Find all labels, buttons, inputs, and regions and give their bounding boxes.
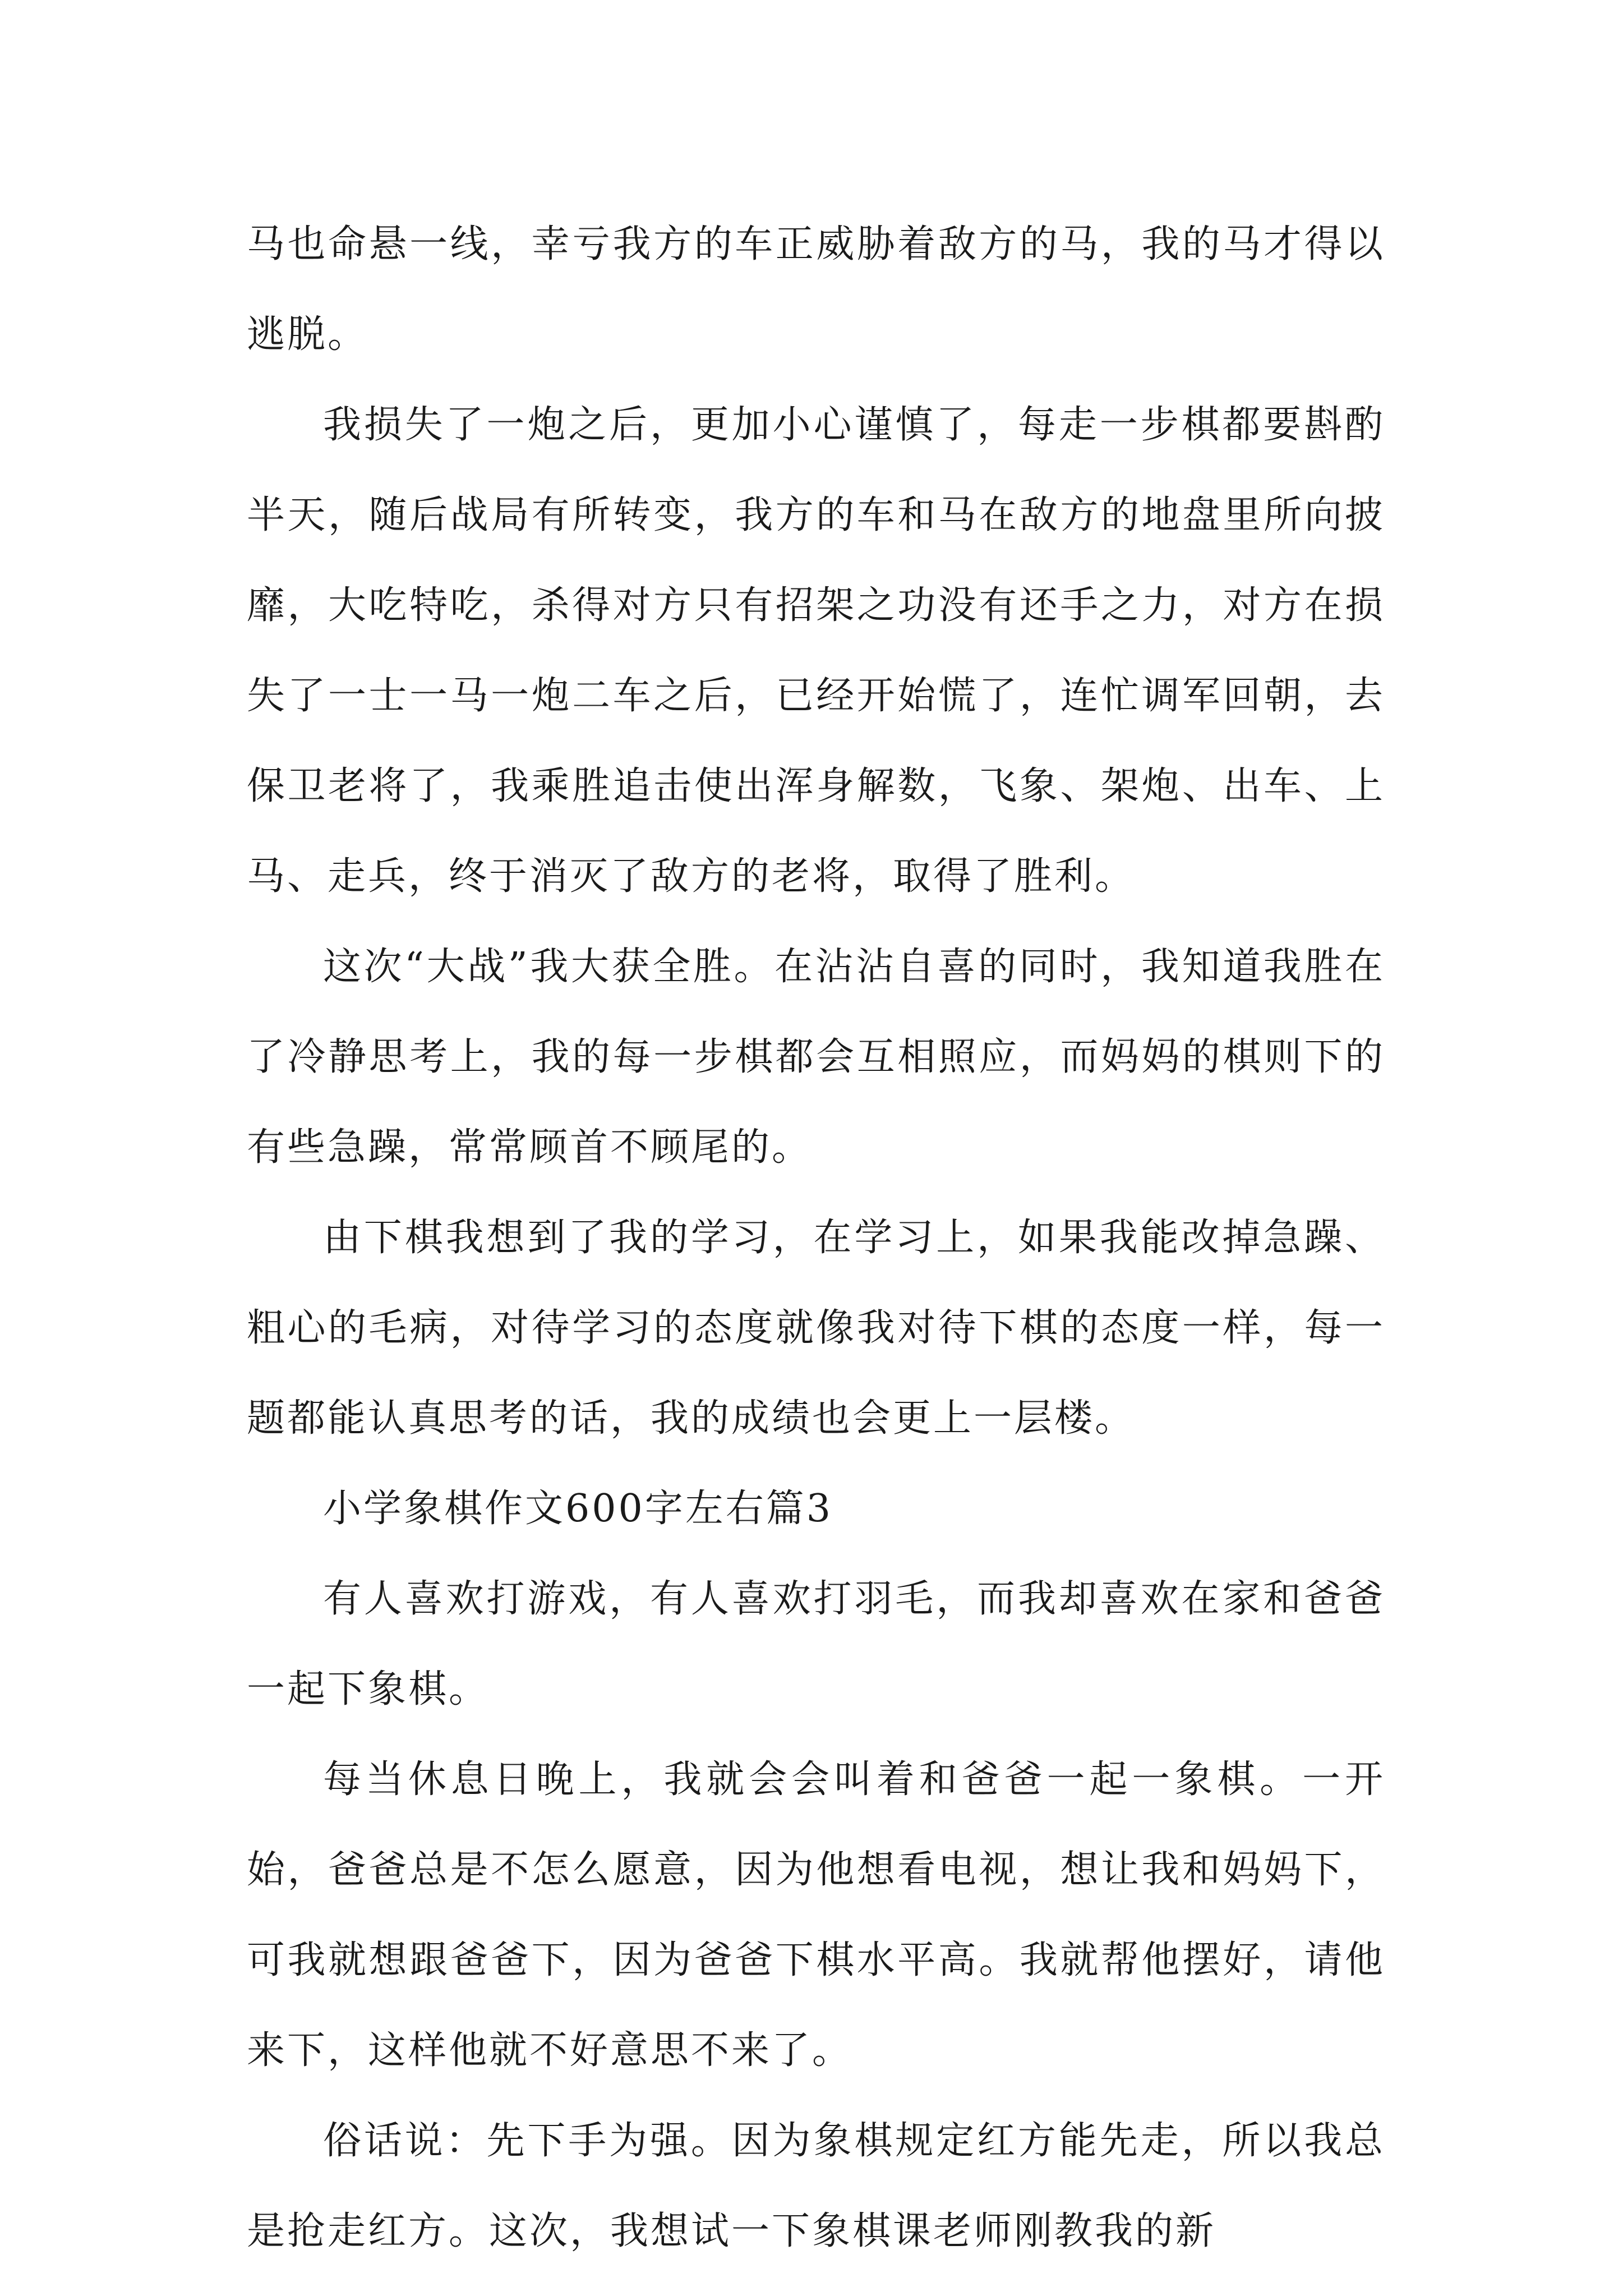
paragraph-1: 马也命悬一线，幸亏我方的车正威胁着敌方的马，我的马才得以逃脱。	[247, 222, 1385, 357]
paragraph-5: 有人喜欢打游戏，有人喜欢打羽毛，而我却喜欢在家和爸爸一起下象棋。	[247, 1577, 1385, 1711]
section-heading: 小学象棋作文600字左右篇3	[323, 1487, 833, 1531]
document-body	[247, 199, 1385, 2276]
paragraph-3: 这次“大战”我大获全胜。在沾沾自喜的同时，我知道我胜在了冷静思考上，我的每一步棋都会互相照应，而妈妈的棋则下的有些急躁，常常顾首不顾尾的。	[247, 945, 1385, 1170]
paragraph-7: 俗话说：先下手为强。因为象棋规定红方能先走，所以我总是抢走红方。这次，我想试一下象棋课老师刚教我的新	[247, 2119, 1385, 2253]
paragraph-4: 由下棋我想到了我的学习，在学习上，如果我能改掉急躁、粗心的毛病，对待学习的态度就像我对待下棋的态度一样，每一题都能认真思考的话，我的成绩也会更上一层楼。	[247, 1216, 1385, 1441]
paragraph-6: 每当休息日晚上，我就会会叫着和爸爸一起一象棋。一开始，爸爸总是不怎么愿意，因为他想看电视，想让我和妈妈下，可我就想跟爸爸下，因为爸爸下棋水平高。我就帮他摆好，请他来下，这样他就不好意思不来了。	[247, 1757, 1385, 2073]
paragraph-2: 我损失了一炮之后，更加小心谨慎了，每走一步棋都要斟酌半天，随后战局有所转变，我方的车和马在敌方的地盘里所向披靡，大吃特吃，杀得对方只有招架之功没有还手之力，对方在损失了一士一马一炮二车之后，已经开始慌了，连忙调军回朝，去保卫老将了，我乘胜追击使出浑身解数，飞象、架炮、出车、上马、走兵，终于消灭了敌方的老将，取得了胜利。	[247, 403, 1385, 899]
